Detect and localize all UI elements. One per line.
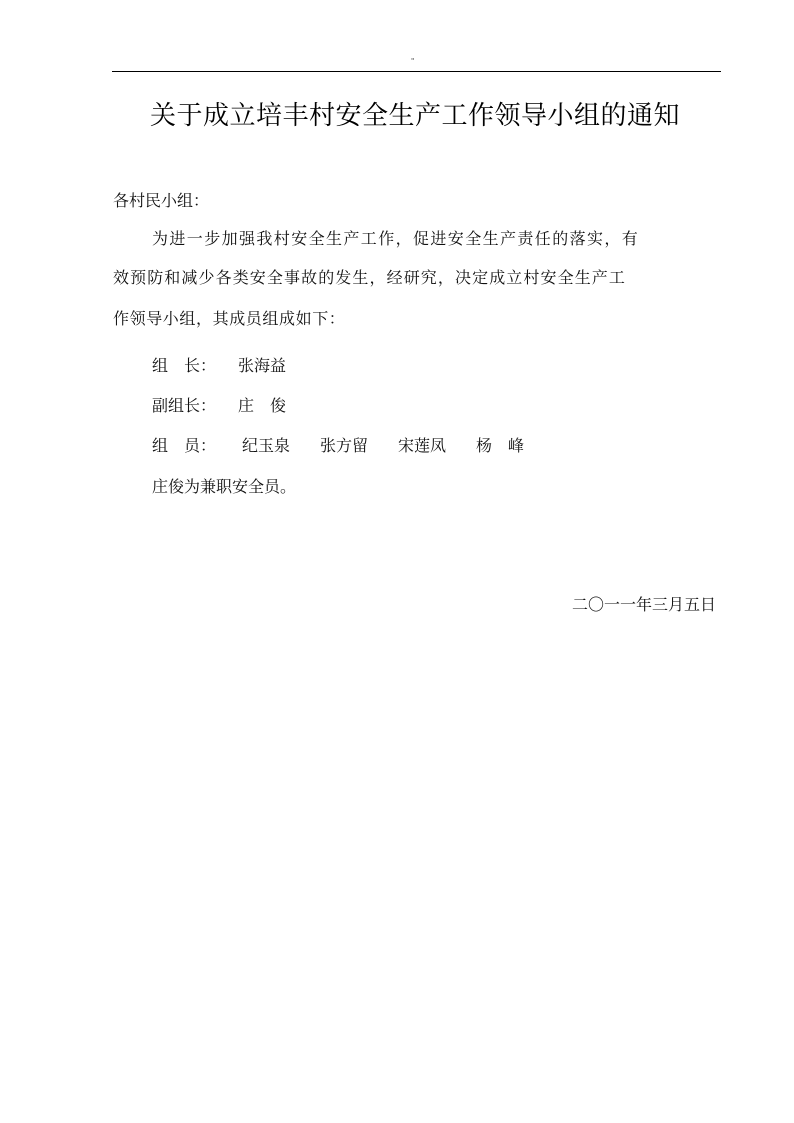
member-name: 杨 峰 bbox=[476, 436, 525, 455]
members-row bbox=[152, 435, 554, 457]
header-mark: " bbox=[411, 57, 415, 65]
member-name: 纪玉泉 bbox=[242, 436, 291, 455]
paragraph-line-3: 作领导小组，其成员组成如下： bbox=[113, 309, 346, 328]
leader-row bbox=[152, 355, 286, 377]
deputy-row bbox=[152, 395, 286, 417]
member-name: 宋莲凤 bbox=[398, 436, 447, 455]
deputy-role-label: 副组长： bbox=[152, 396, 217, 415]
paragraph-line-2: 效预防和减少各类安全事故的发生，经研究，决定成立村安全生产工 bbox=[113, 268, 627, 287]
paragraph-line-1: 为进一步加强我村安全生产工作，促进安全生产责任的落实，有 bbox=[152, 229, 640, 248]
document-title: 关于成立培丰村安全生产工作领导小组的通知 bbox=[149, 101, 680, 131]
member-name: 张方留 bbox=[320, 436, 369, 455]
safety-officer-note: 庄俊为兼职安全员。 bbox=[152, 477, 297, 496]
leader-name: 张海益 bbox=[238, 356, 287, 375]
deputy-name: 庄 俊 bbox=[238, 396, 287, 415]
header-rule bbox=[112, 71, 721, 72]
salutation: 各村民小组： bbox=[113, 191, 210, 210]
members-role-label: 组 员： bbox=[152, 436, 217, 455]
leader-role-label: 组 长： bbox=[152, 356, 217, 375]
document-date: 二〇一一年三月五日 bbox=[571, 595, 716, 614]
